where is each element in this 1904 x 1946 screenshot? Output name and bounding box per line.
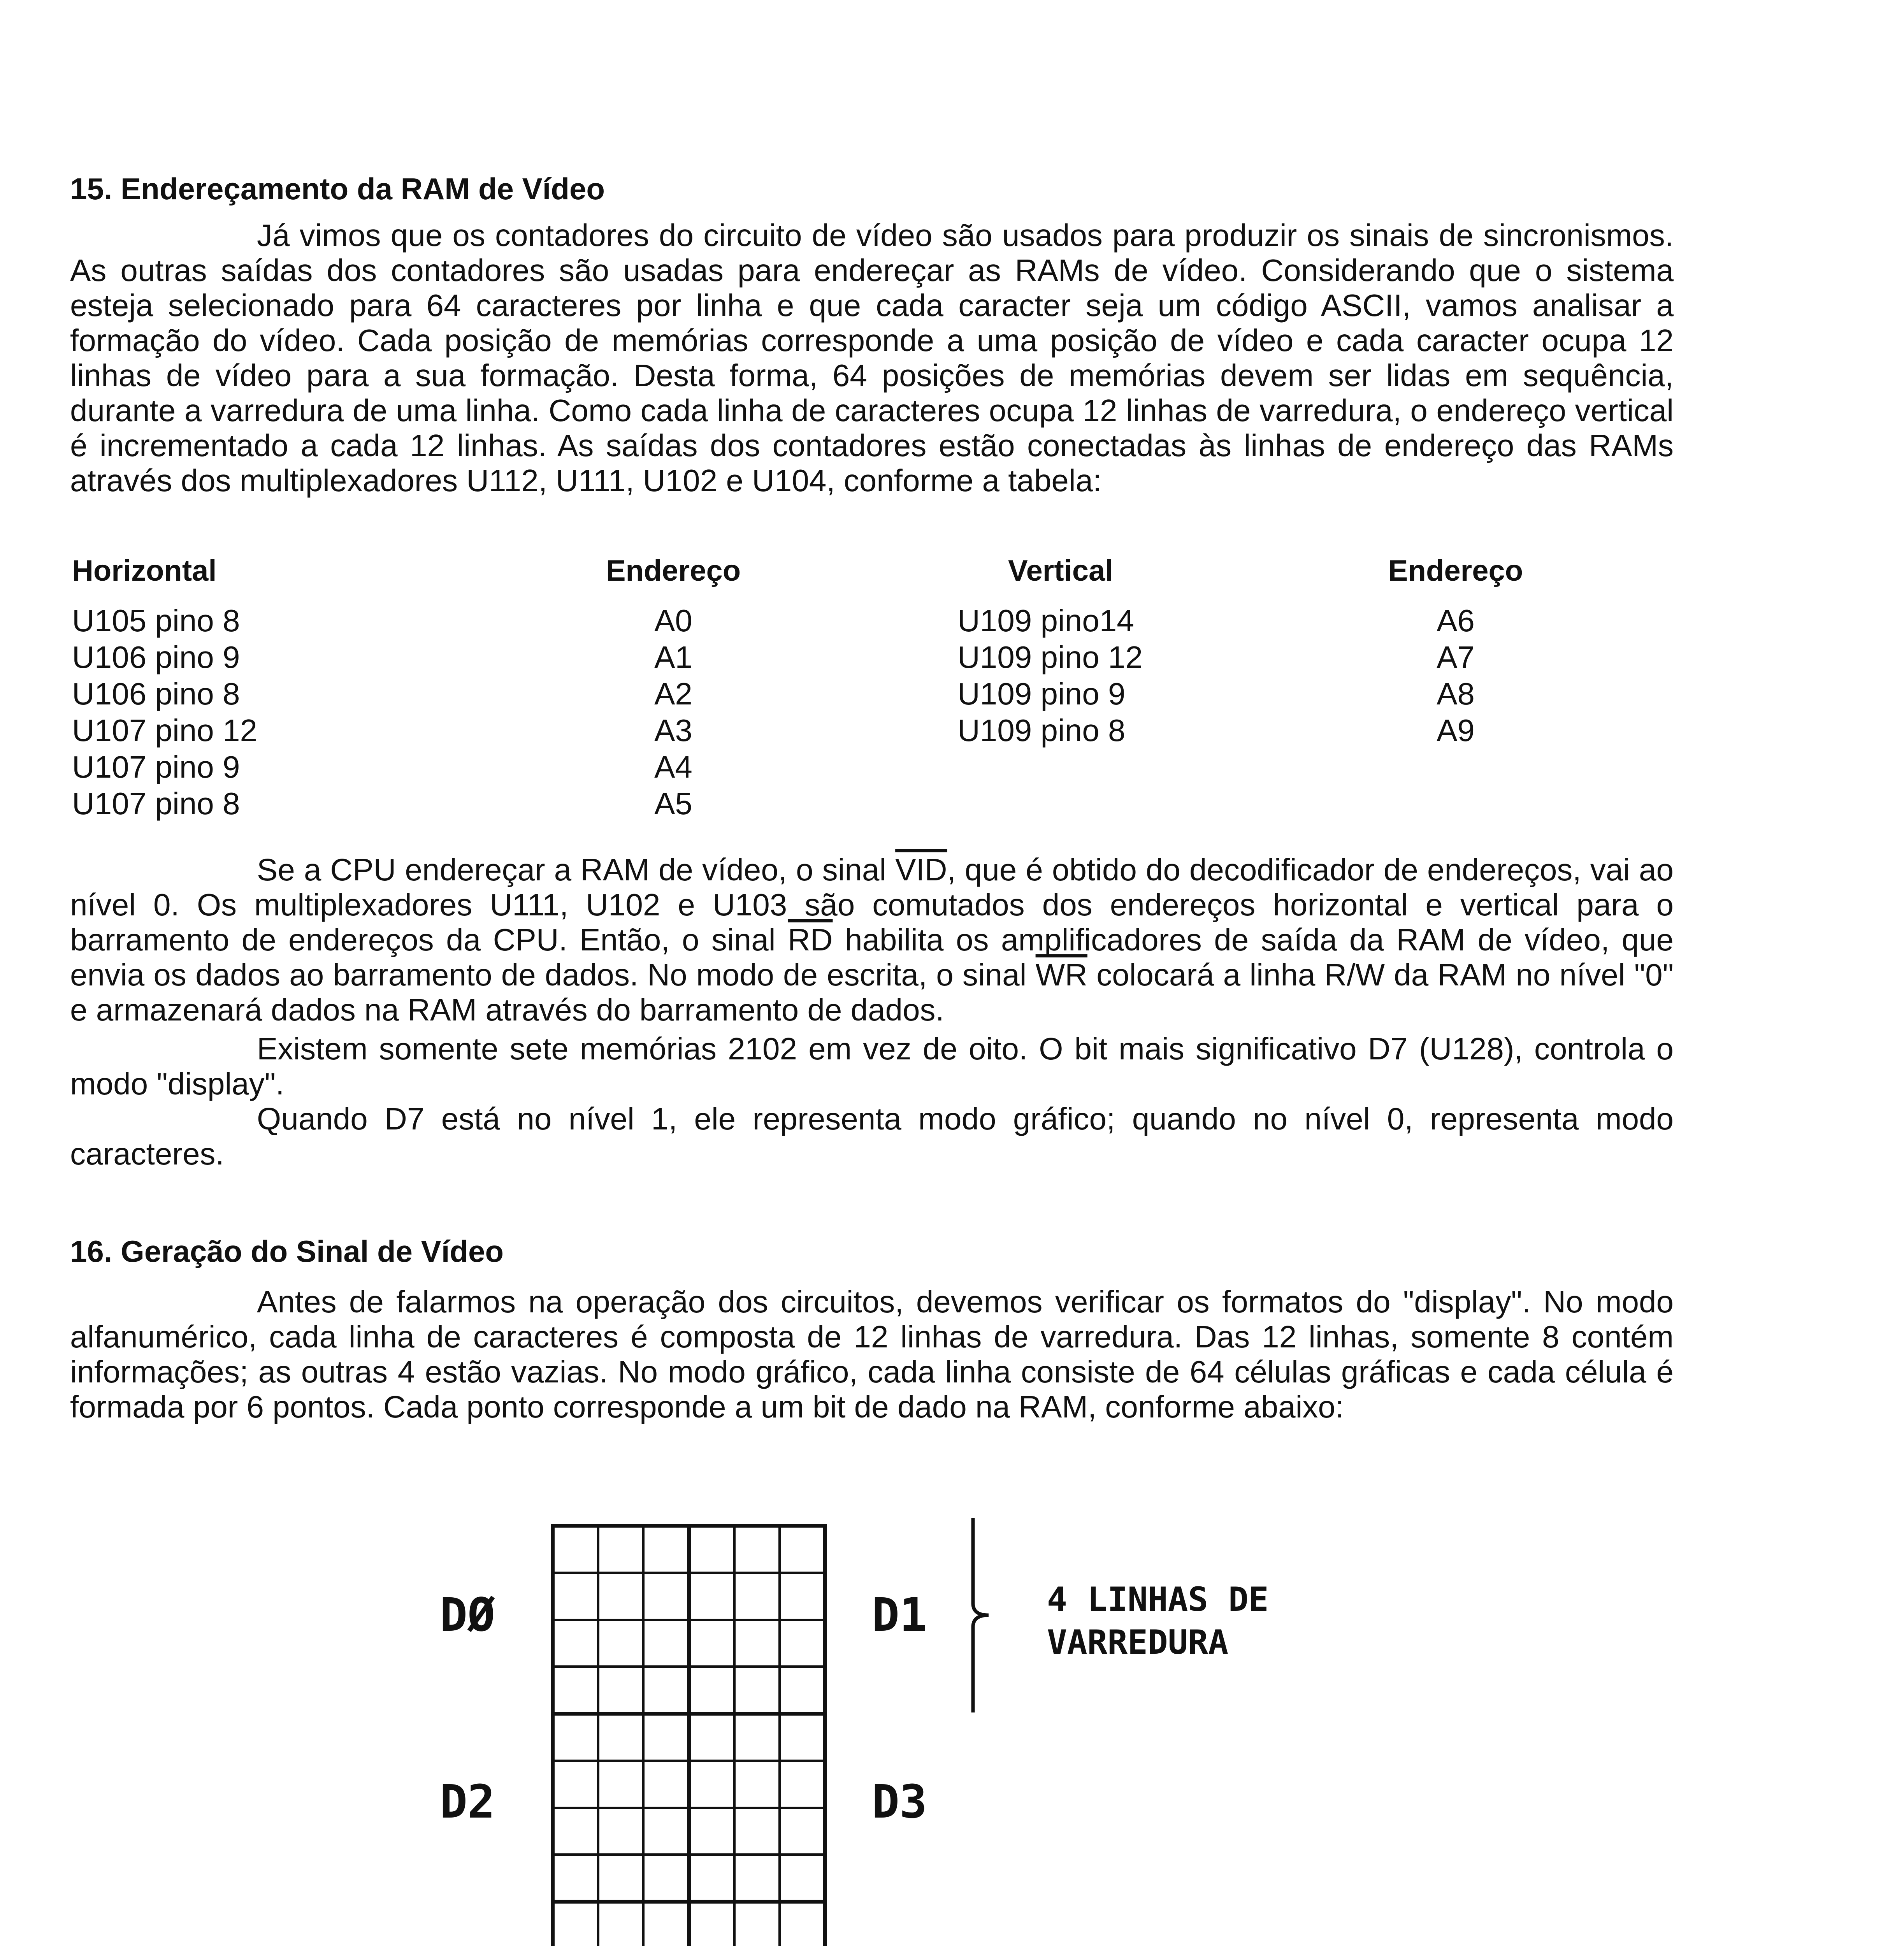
address-header: Endereço	[606, 554, 741, 587]
signal-vid: $\overline{VID}$	[895, 852, 947, 887]
section-15-paragraph-1: Já vimos que os contadores do circuito de vídeo são usados para produzir os sinais de sincronismos. As outras saídas dos contadores são usadas para endereçar as RAMs de vídeo. Considerando que o sistema esteja selecionado para 64 caracteres por linha e que cada caracter seja um código ASCII, vamos analisar a formação do vídeo. Cada posição de memórias corresponde a uma posição de vídeo e cada caracter ocupa 12 linhas de vídeo para a sua formação. Desta forma, 64 posições de memórias devem ser lidas em sequência, durante a varredura de uma linha. Como cada linha de caracteres ocupa 12 linhas de varredura, o endereço vertical é incrementado a cada 12 linhas. As saídas dos contadores estão conectadas às linhas de endereço das RAMs através dos multiplexadores U112, U111, U102 e U104, conforme a tabela:	[70, 218, 1674, 498]
section-15-paragraph-3: Existem somente sete memórias 2102 em vez de oito. O bit mais significativo D7 (U128), controla o modo "display".	[70, 1031, 1674, 1101]
text-span: , que é obtido do decodificador de endereços, vai ao nível 0. Os multiplexadores U111, U102 e U103 são comutados dos endereços horizontal e vertical para o barramento de endereços da CPU. Então, o sinal	[70, 852, 1674, 957]
table-cell: A7	[1437, 640, 1475, 674]
table-cell: U107 pino 9	[72, 750, 240, 784]
section-16-paragraph-1: Antes de falarmos na operação dos circuitos, devemos verificar os formatos do "display". No modo alfanumérico, cada linha de caracteres é composta de 12 linhas de varredura. Das 12 linhas, somente 8 contém informações; as outras 4 estão vazias. No modo gráfico, cada linha consiste de 64 células gráficas e cada célula é formada por 6 pontos. Cada ponto corresponde a um bit de dado na RAM, conforme abaixo:	[70, 1284, 1674, 1424]
table-cell: U107 pino 12	[72, 713, 257, 748]
table-cell: U109 pino 12	[957, 640, 1143, 674]
section-15-paragraph-4: Quando D7 está no nível 1, ele representa modo gráfico; quando no nível 0, representa modo caracteres.	[70, 1101, 1674, 1171]
table-cell: U105 pino 8	[72, 603, 240, 638]
signal-rd: $\overline{RD}$	[787, 922, 833, 957]
graphics-cell-grid	[537, 1510, 848, 1946]
horizontal-column	[72, 553, 344, 822]
table-cell: U106 pino 9	[72, 640, 240, 674]
table-cell: A0	[654, 603, 692, 638]
horizontal-header: Horizontal	[72, 554, 217, 587]
section-15-heading: 15. Endereçamento da RAM de Vídeo	[70, 172, 605, 206]
table-cell: U109 pino14	[957, 603, 1134, 638]
table-cell: U109 pino 8	[957, 713, 1126, 748]
label-d1: D1	[872, 1588, 927, 1642]
section-16-heading: 16. Geração do Sinal de Vídeo	[70, 1234, 504, 1268]
table-cell: A9	[1437, 713, 1475, 748]
scan-lines-label: 4 LINHAS DE	[1047, 1580, 1269, 1619]
table-cell: A5	[654, 786, 692, 821]
horizontal-address-column	[564, 553, 782, 822]
table-cell: A3	[654, 713, 692, 748]
table-cell: U107 pino 8	[72, 786, 240, 821]
table-cell: U106 pino 8	[72, 676, 240, 711]
vertical-header: Vertical	[1008, 554, 1114, 587]
table-cell: A8	[1437, 676, 1475, 711]
signal-wr: $\overline{WR}$	[1035, 957, 1087, 992]
text-span: Se a CPU endereçar a RAM de vídeo, o sinal	[257, 852, 896, 887]
section-15-paragraph-2	[70, 852, 1674, 1027]
table-cell: A6	[1437, 603, 1475, 638]
vertical-address-column	[1347, 553, 1565, 749]
label-d0: DØ	[440, 1588, 495, 1642]
vertical-column	[957, 553, 1269, 749]
table-cell: A4	[654, 750, 692, 784]
text-span: colocará a linha R/W da RAM no nível "0" e armazenará dados na RAM através do barramento de dados.	[70, 957, 1674, 1027]
text-span: habilita os amplificadores de saída da RAM de vídeo, que envia os dados ao barramento de dados. No modo de escrita, o sinal	[70, 922, 1674, 992]
scan-lines-label-2: VARREDURA	[1047, 1623, 1228, 1662]
label-d3: D3	[872, 1775, 927, 1828]
address-header: Endereço	[1388, 554, 1523, 587]
table-cell: U109 pino 9	[957, 676, 1126, 711]
table-cell: A2	[654, 676, 692, 711]
right-brace-icon	[950, 1514, 1020, 1716]
table-cell: A1	[654, 640, 692, 674]
label-d2: D2	[440, 1775, 495, 1828]
